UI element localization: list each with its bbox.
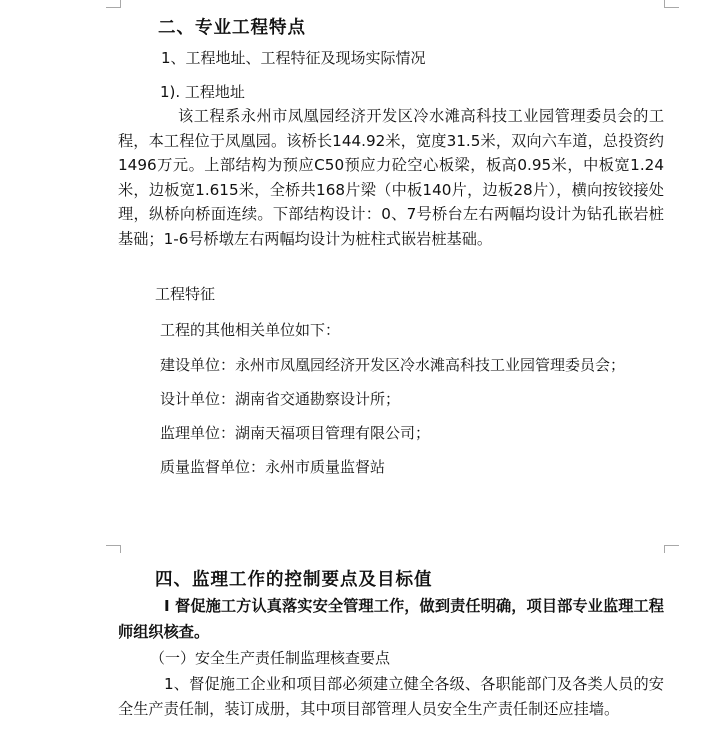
address-paragraph: 该工程系永州市凤凰园经济开发区冷水滩高科技工业园管理委员会的工程，本工程位于凤凰园。该桥长144.92米，宽度31.5米，双向六车道，总投资约1496万元。上部结构为预应C50预应力砼空心板梁，板高0.95米，中板宽1.24米，边板宽1.615米，全桥共168片梁（中板140片，边板28片），横向按铰接处理，纵桥向桥面连续。下部结构设计：0、7号桥台左右两幅均设计为钻孔嵌岩桩基础；1-6号桥墩左右两幅均设计为桩柱式嵌岩桩基础。 — [118, 107, 664, 248]
margin-mark-bottom-left — [106, 545, 121, 553]
units-intro: 工程的其他相关单位如下： — [160, 321, 341, 339]
unit-quality: 质量监督单位：永州市质量监督站 — [160, 458, 386, 476]
margin-mark-bottom-right — [664, 545, 679, 553]
margin-mark-top-right — [664, 0, 679, 8]
unit-design: 设计单位：湖南省交通勘察设计所； — [160, 390, 401, 408]
sub-heading-1: 1、工程地址、工程特征及现场实际情况 — [161, 49, 426, 67]
sub-heading-responsibility: （一）安全生产责任制监理核查要点 — [150, 649, 391, 667]
margin-mark-top-left — [106, 0, 121, 8]
section-heading-4: 四、监理工作的控制要点及目标值 — [155, 570, 433, 590]
item-one-paragraph: 1、督促施工企业和项目部必须建立健全各级、各职能部门及各类人员的安全生产责任制，装订成册，其中项目部管理人员安全生产责任制还应挂墙。 — [118, 675, 664, 718]
unit-supervision: 监理单位：湖南天福项目管理有限公司； — [160, 424, 431, 442]
section-heading-2: 二、专业工程特点 — [158, 18, 306, 38]
unit-construction: 建设单位：永州市凤凰园经济开发区冷水滩高科技工业园管理委员会； — [160, 356, 626, 374]
feature-heading: 工程特征 — [155, 285, 216, 303]
item-heading-address: 1). 工程地址 — [160, 83, 245, 101]
point-one-paragraph: I 督促施工方认真落实安全管理工作，做到责任明确，项目部专业监理工程师组织核查。 — [118, 597, 664, 641]
